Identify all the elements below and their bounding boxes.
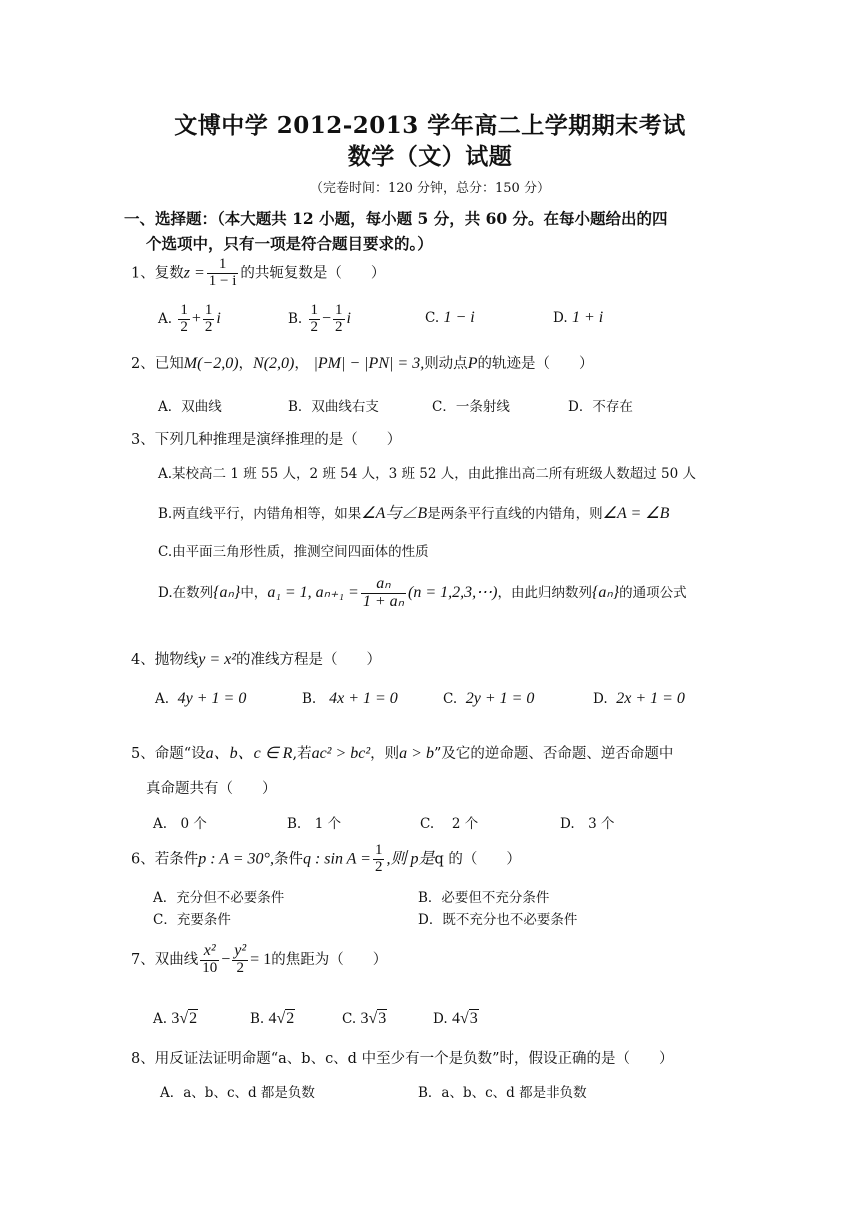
q2-option-b: B．双曲线右支 [288,399,379,415]
q1-prefix: 1、复数 [131,265,184,282]
q7-c-coef: 3 [360,1010,369,1027]
q5-text-c: ，则 [370,746,400,762]
q2-text-a: 2、已知 [131,356,184,372]
q5-expr1: a、b、c ∈ R [205,745,293,762]
q7-b-rad: 2 [286,1010,295,1027]
q2-point-p: P [467,355,478,372]
q5-option-a: A. 0 个 [153,816,207,832]
q6-frac-den: 2 [374,858,383,875]
q4-option-c-value: 2y + 1 = 0 [465,690,535,707]
q7-eq: = 1 [250,950,272,968]
q2-point-n: N(2,0) [253,355,295,372]
q3-d-text4: 的通项公式 [619,584,687,601]
q7-minus: − [221,950,231,968]
q4-option-b [302,690,398,708]
q3-option-d [158,576,687,611]
q7-option-b-label: B. [250,1011,265,1027]
q1-option-d-value: 1 + i [571,309,604,326]
q6-expr3: ,则 p是 [386,850,435,868]
q3-d-range: (n = 1,2,3,⋯) [408,583,498,601]
q7-text-b: 的焦距为（ ） [271,951,388,968]
q5-text-b: ,若 [292,746,312,762]
question-6 [131,843,521,876]
q3-d-text1: D.在数列 [158,584,214,601]
q2-point-m: M(−2,0) [183,355,239,372]
q7-fraction-1 [200,943,219,977]
q7-option-a-label: A. [153,1011,168,1027]
q3-b-equality: ∠A = ∠B [602,505,670,522]
q1-option-d [553,309,603,327]
q1-b-frac1: $\frac{1}{2}$ [310,302,319,335]
q7-option-d-label: D. [433,1011,448,1027]
q6-expr1: p : A = 30°, [198,850,274,868]
q7-d-rad: 3 [469,1010,478,1027]
q4-option-a [155,690,246,708]
q4-option-a-value: 4y + 1 = 0 [177,690,247,707]
q7-c-rad: 3 [378,1010,387,1027]
q3-option-b [158,500,669,523]
q7-option-d [433,1010,479,1028]
q3-d-seq2: {aₙ} [591,583,620,601]
q7-option-c-value: 3√3 [360,1010,387,1027]
q2-option-d: D．不存在 [568,399,633,415]
q3-d-text3: ，由此归纳数列 [497,584,592,601]
q7-f2-den: 2 [236,959,244,976]
q7-d-coef: 4 [451,1010,460,1027]
q3-d-fraction [361,576,406,611]
q8-option-b: B．a、b、c、d 都是非负数 [418,1085,587,1101]
q1-option-b-label: B. [288,310,303,327]
q4-option-b-label: B. [302,691,317,707]
q2-option-c: C．一条射线 [432,399,510,415]
q7-option-a-value: 3√2 [171,1010,198,1027]
q1-a-frac2: $\frac{1}{2}$ [204,302,213,335]
q4-option-d [593,690,685,708]
q1-suffix: 的共轭复数是（ ） [240,265,386,282]
question-8: 8、用反证法证明命题“a、b、c、d 中至少有一个是负数”时，假设正确的是（ ） [131,1051,674,1067]
q6-option-c: C．充要条件 [153,912,231,928]
q1-fraction [207,257,239,290]
q3-b-angles: ∠A与∠B [361,505,428,522]
q7-option-c-label: C. [342,1011,357,1027]
q8-option-a: A．a、b、c、d 都是负数 [160,1085,315,1101]
q6-text-b: 条件 [273,851,303,868]
question-1 [131,257,385,290]
q1-z: z = [183,264,205,282]
q1-option-a: A. $\frac{1}{2}$ + $\frac{1}{2}$ i [158,302,221,335]
question-4 [131,648,381,669]
q6-option-b: B．必要但不充分条件 [418,890,550,906]
question-7 [131,943,387,977]
q6-option-a: A．充分但不必要条件 [153,890,285,906]
q3-b-text2: 是两条平行直线的内错角，则 [427,506,603,522]
q1-frac-num: 1 [207,257,239,274]
q1-b-frac2: $\frac{1}{2}$ [335,302,343,335]
q3-option-c: C.由平面三角形性质，推测空间四面体的性质 [158,544,429,560]
q3-d-frac-num: aₙ [361,576,406,594]
q3-d-seq: {aₙ} [213,583,241,601]
q6-expr2: q : sin A = [302,850,371,868]
q6-fraction [373,843,385,876]
q3-b-text1: B.两直线平行，内错角相等，如果 [158,506,362,522]
q6-frac-num: 1 [374,842,383,858]
section-heading-line2: 个选项中，只有一项是符合题目要求的。） [146,234,433,253]
q1-option-c-value: 1 − i [443,309,475,326]
q4-text-b: 的准线方程是（ ） [236,652,382,668]
q4-text-a: 4、抛物线 [131,652,199,668]
q7-a-rad: 2 [189,1010,198,1027]
q3-option-a: A.某校高二 1 班 55 人，2 班 54 人，3 班 52 人，由此推出高二所有班级人数超过 50 人 [158,466,697,482]
q2-abs-expr: |PM| − |PN| = 3, [313,355,425,372]
q3-d-frac-den: 1 + aₙ [362,592,405,610]
exam-time-note: （完卷时间：120 分钟，总分：150 分） [310,181,550,196]
q4-option-c-label: C. [443,691,458,707]
q2-text-b: 则动点 [424,356,468,372]
q1-frac-den: 1 − i [208,272,237,289]
q7-f1-den: 10 [202,959,218,976]
q7-f1-num: x² [200,943,219,961]
q7-a-coef: 3 [171,1010,180,1027]
q2-option-a: A．双曲线 [158,399,222,415]
q6-option-d: D．既不充分也不必要条件 [418,912,578,928]
q4-option-a-label: A. [155,691,170,707]
q5-option-c: C. 2 个 [420,816,479,832]
q7-fraction-2 [232,943,248,977]
q7-f2-num: y² [234,942,247,959]
q4-expr: y = x² [198,651,237,668]
q5-option-b: B. 1 个 [287,816,342,832]
q7-text-a: 7、双曲线 [131,951,199,968]
q7-option-a [153,1010,198,1028]
q2-text-c: 的轨迹是（ ） [477,356,594,372]
q6-text-c: q 的（ ） [434,851,521,868]
exam-title: 文博中学 2012-2013 学年高二上学期期末考试 [174,112,686,139]
q7-option-d-value: 4√3 [451,1010,478,1027]
q4-option-c [443,690,534,708]
q7-b-coef: 4 [268,1010,277,1027]
q1-a-frac1: $\frac{1}{2}$ [180,302,188,335]
q3-d-text2: 中， [240,584,268,601]
question-3: 3、下列几种推理是演绎推理的是（ ） [131,432,402,448]
q5-expr3: a > b [399,745,434,762]
question-5 [131,740,673,763]
q1-option-c [425,309,475,327]
q1-option-b: B. $\frac{1}{2}$ − $\frac{1}{2}$ i [288,302,351,335]
q6-text-a: 6、若条件 [131,851,199,868]
q7-option-b [250,1010,295,1028]
q5-expr2: ac² > bc² [311,745,371,762]
question-2: 2、已知M(−2,0)，N(2,0)， |PM| − |PN| = 3,则动点P的轨迹是（ ） [131,355,594,372]
q4-option-b-value: 4x + 1 = 0 [329,690,398,707]
q5-option-d: D. 3 个 [560,816,615,832]
q2-comma: ， [238,356,254,372]
q7-option-b-value: 4√2 [268,1010,295,1027]
q3-d-recurrence: a₁ = 1, aₙ₊₁ = [267,583,359,601]
q4-option-d-label: D. [593,691,608,707]
q5-line2: 真命题共有（ ） [146,781,277,797]
exam-subtitle: 数学（文）试题 [347,143,513,170]
section-heading-line1: 一、选择题：（本大题共 12 小题，每小题 5 分，共 60 分。在每小题给出的四 [124,209,668,228]
q5-text-a: 5、命题“设 [131,746,206,762]
q7-option-c [342,1010,387,1028]
q1-option-a-label: A. [158,310,173,327]
q1-option-c-label: C. [425,310,440,326]
q5-text-d: ”及它的逆命题、否命题、逆否命题中 [433,746,674,762]
q1-option-d-label: D. [553,310,568,326]
q4-option-d-value: 2x + 1 = 0 [616,690,685,707]
